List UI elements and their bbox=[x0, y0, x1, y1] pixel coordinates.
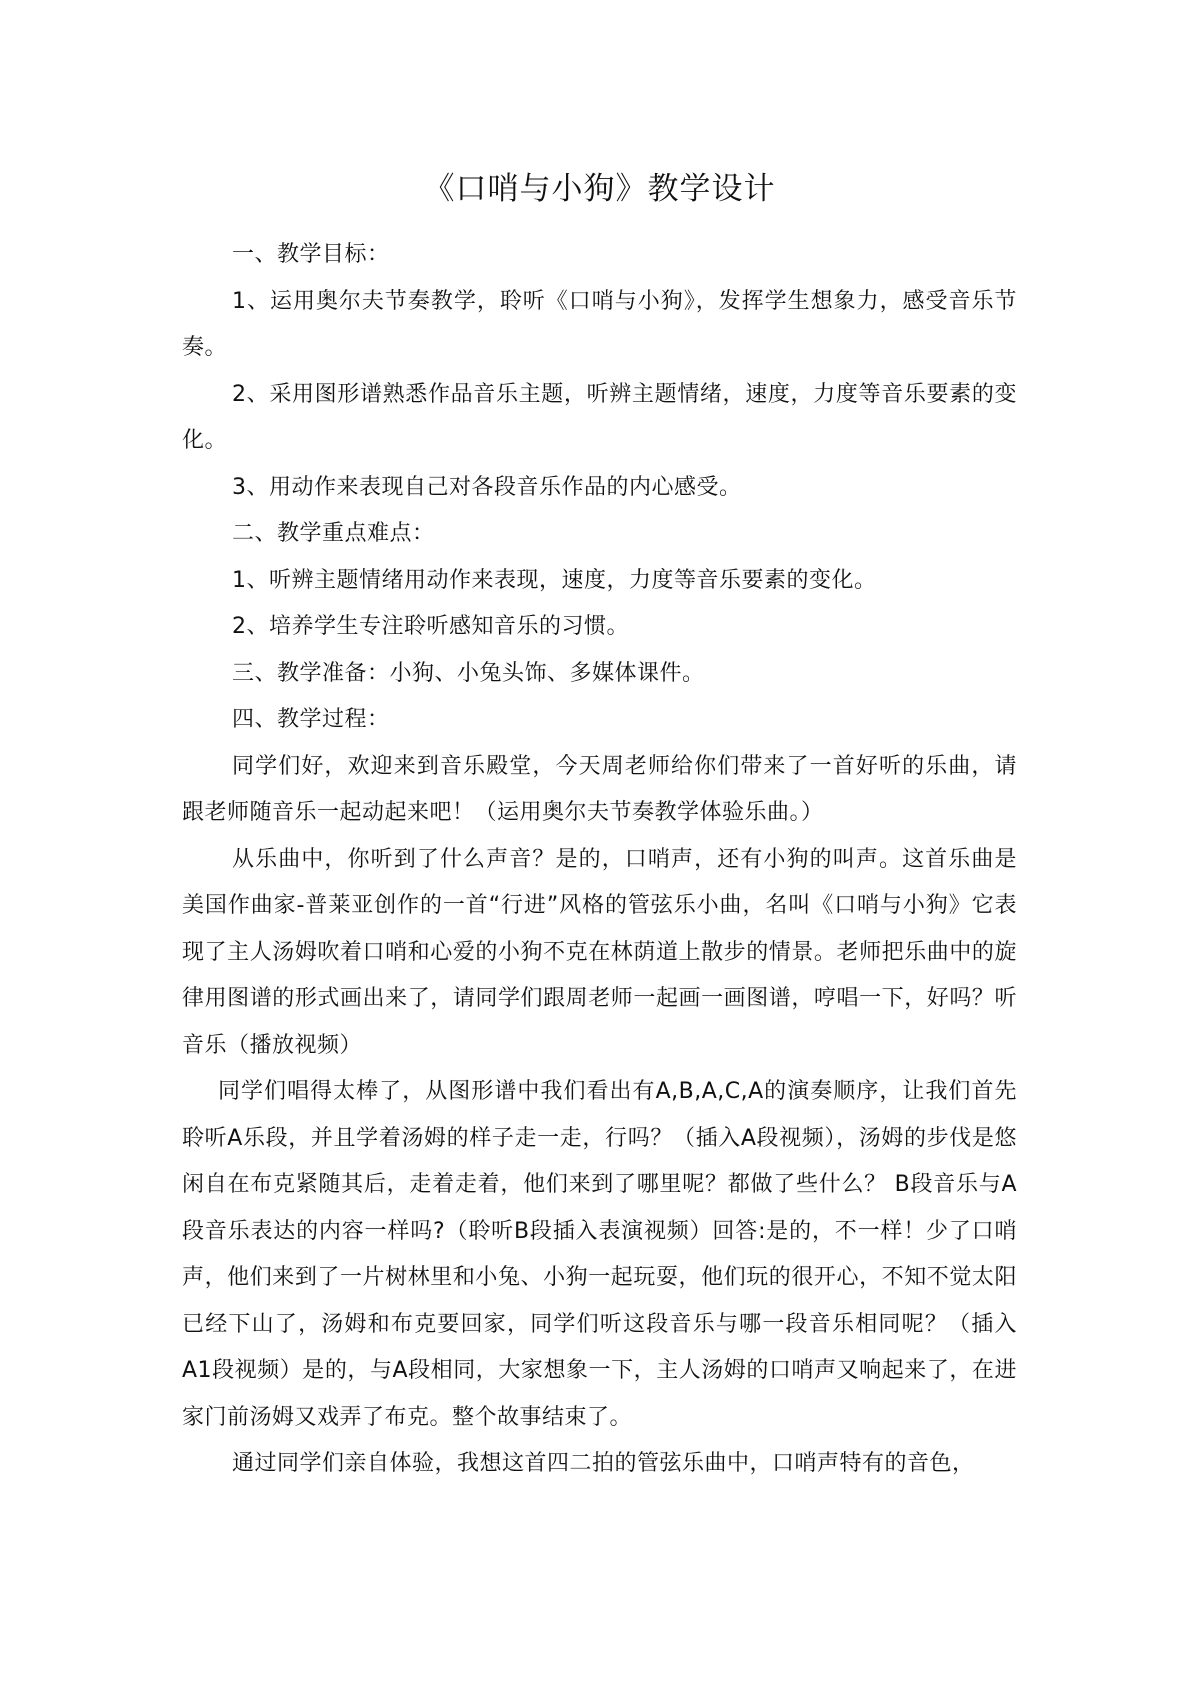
process-paragraph-1: 同学们好，欢迎来到音乐殿堂，今天周老师给你们带来了一首好听的乐曲，请跟老师随音乐一起动起来吧！（运用奥尔夫节奏教学体验乐曲。） bbox=[182, 753, 1017, 825]
key-point-item-1: 1、听辨主题情绪用动作来表现，速度，力度等音乐要素的变化。 bbox=[232, 567, 877, 593]
key-point-item-2: 2、培养学生专注聆听感知音乐的习惯。 bbox=[232, 614, 629, 639]
process-paragraph-4: 通过同学们亲自体验，我想这首四二拍的管弦乐曲中，口哨声特有的音色， bbox=[232, 1451, 975, 1476]
process-paragraph-2: 从乐曲中，你听到了什么声音？是的，口哨声，还有小狗的叫声。这首乐曲是美国作曲家-普莱亚创作的一首“行进”风格的管弦乐小曲，名叫《口哨与小狗》它表现了主人汤姆吹着口哨和心爱的小狗不克在林荫道上散步的情景。老师把乐曲中的旋律用图谱的形式画出来了，请同学们跟周老师一起画一画图谱，哼唱一下，好吗？听音乐（播放视频） bbox=[182, 846, 1017, 1058]
process-paragraph-3: 同学们唱得太棒了，从图形谱中我们看出有A,B,A,C,A的演奏顺序，让我们首先聆听A乐段，并且学着汤姆的样子走一走，行吗？（插入A段视频），汤姆的步伐是悠闲自在布克紧随其后，走着走着，他们来到了哪里呢？都做了些什么？ B段音乐与A段音乐表达的内容一样吗?（聆听B段插入表演视频）回答:是的，不一样！少了口哨声，他们来到了一片树林里和小兔、小狗一起玩耍，他们玩的很开心，不知不觉太阳已经下山了，汤姆和布克要回家，同学们听这段音乐与哪一段音乐相同呢？（插入A1段视频）是的，与A段相同，大家想象一下，主人汤姆的口哨声又响起来了，在进家门前汤姆又戏弄了布克。整个故事结束了。 bbox=[182, 1079, 1017, 1430]
section-heading-objectives: 一、教学目标： bbox=[232, 242, 390, 267]
document-title: 《口哨与小狗》教学设计 bbox=[423, 171, 776, 207]
document-page bbox=[182, 168, 1017, 1488]
section-heading-key-points: 二、教学重点难点： bbox=[232, 521, 435, 546]
section-heading-preparation: 三、教学准备：小狗、小兔头饰、多媒体课件。 bbox=[232, 660, 705, 686]
section-heading-process: 四、教学过程： bbox=[232, 707, 390, 732]
objective-item-2: 2、采用图形谱熟悉作品音乐主题，听辨主题情绪，速度，力度等音乐要素的变化。 bbox=[182, 381, 1017, 453]
objective-item-1: 1、运用奥尔夫节奏教学，聆听《口哨与小狗》，发挥学生想象力，感受音乐节奏。 bbox=[182, 288, 1017, 360]
objective-item-3: 3、用动作来表现自己对各段音乐作品的内心感受。 bbox=[232, 474, 742, 500]
